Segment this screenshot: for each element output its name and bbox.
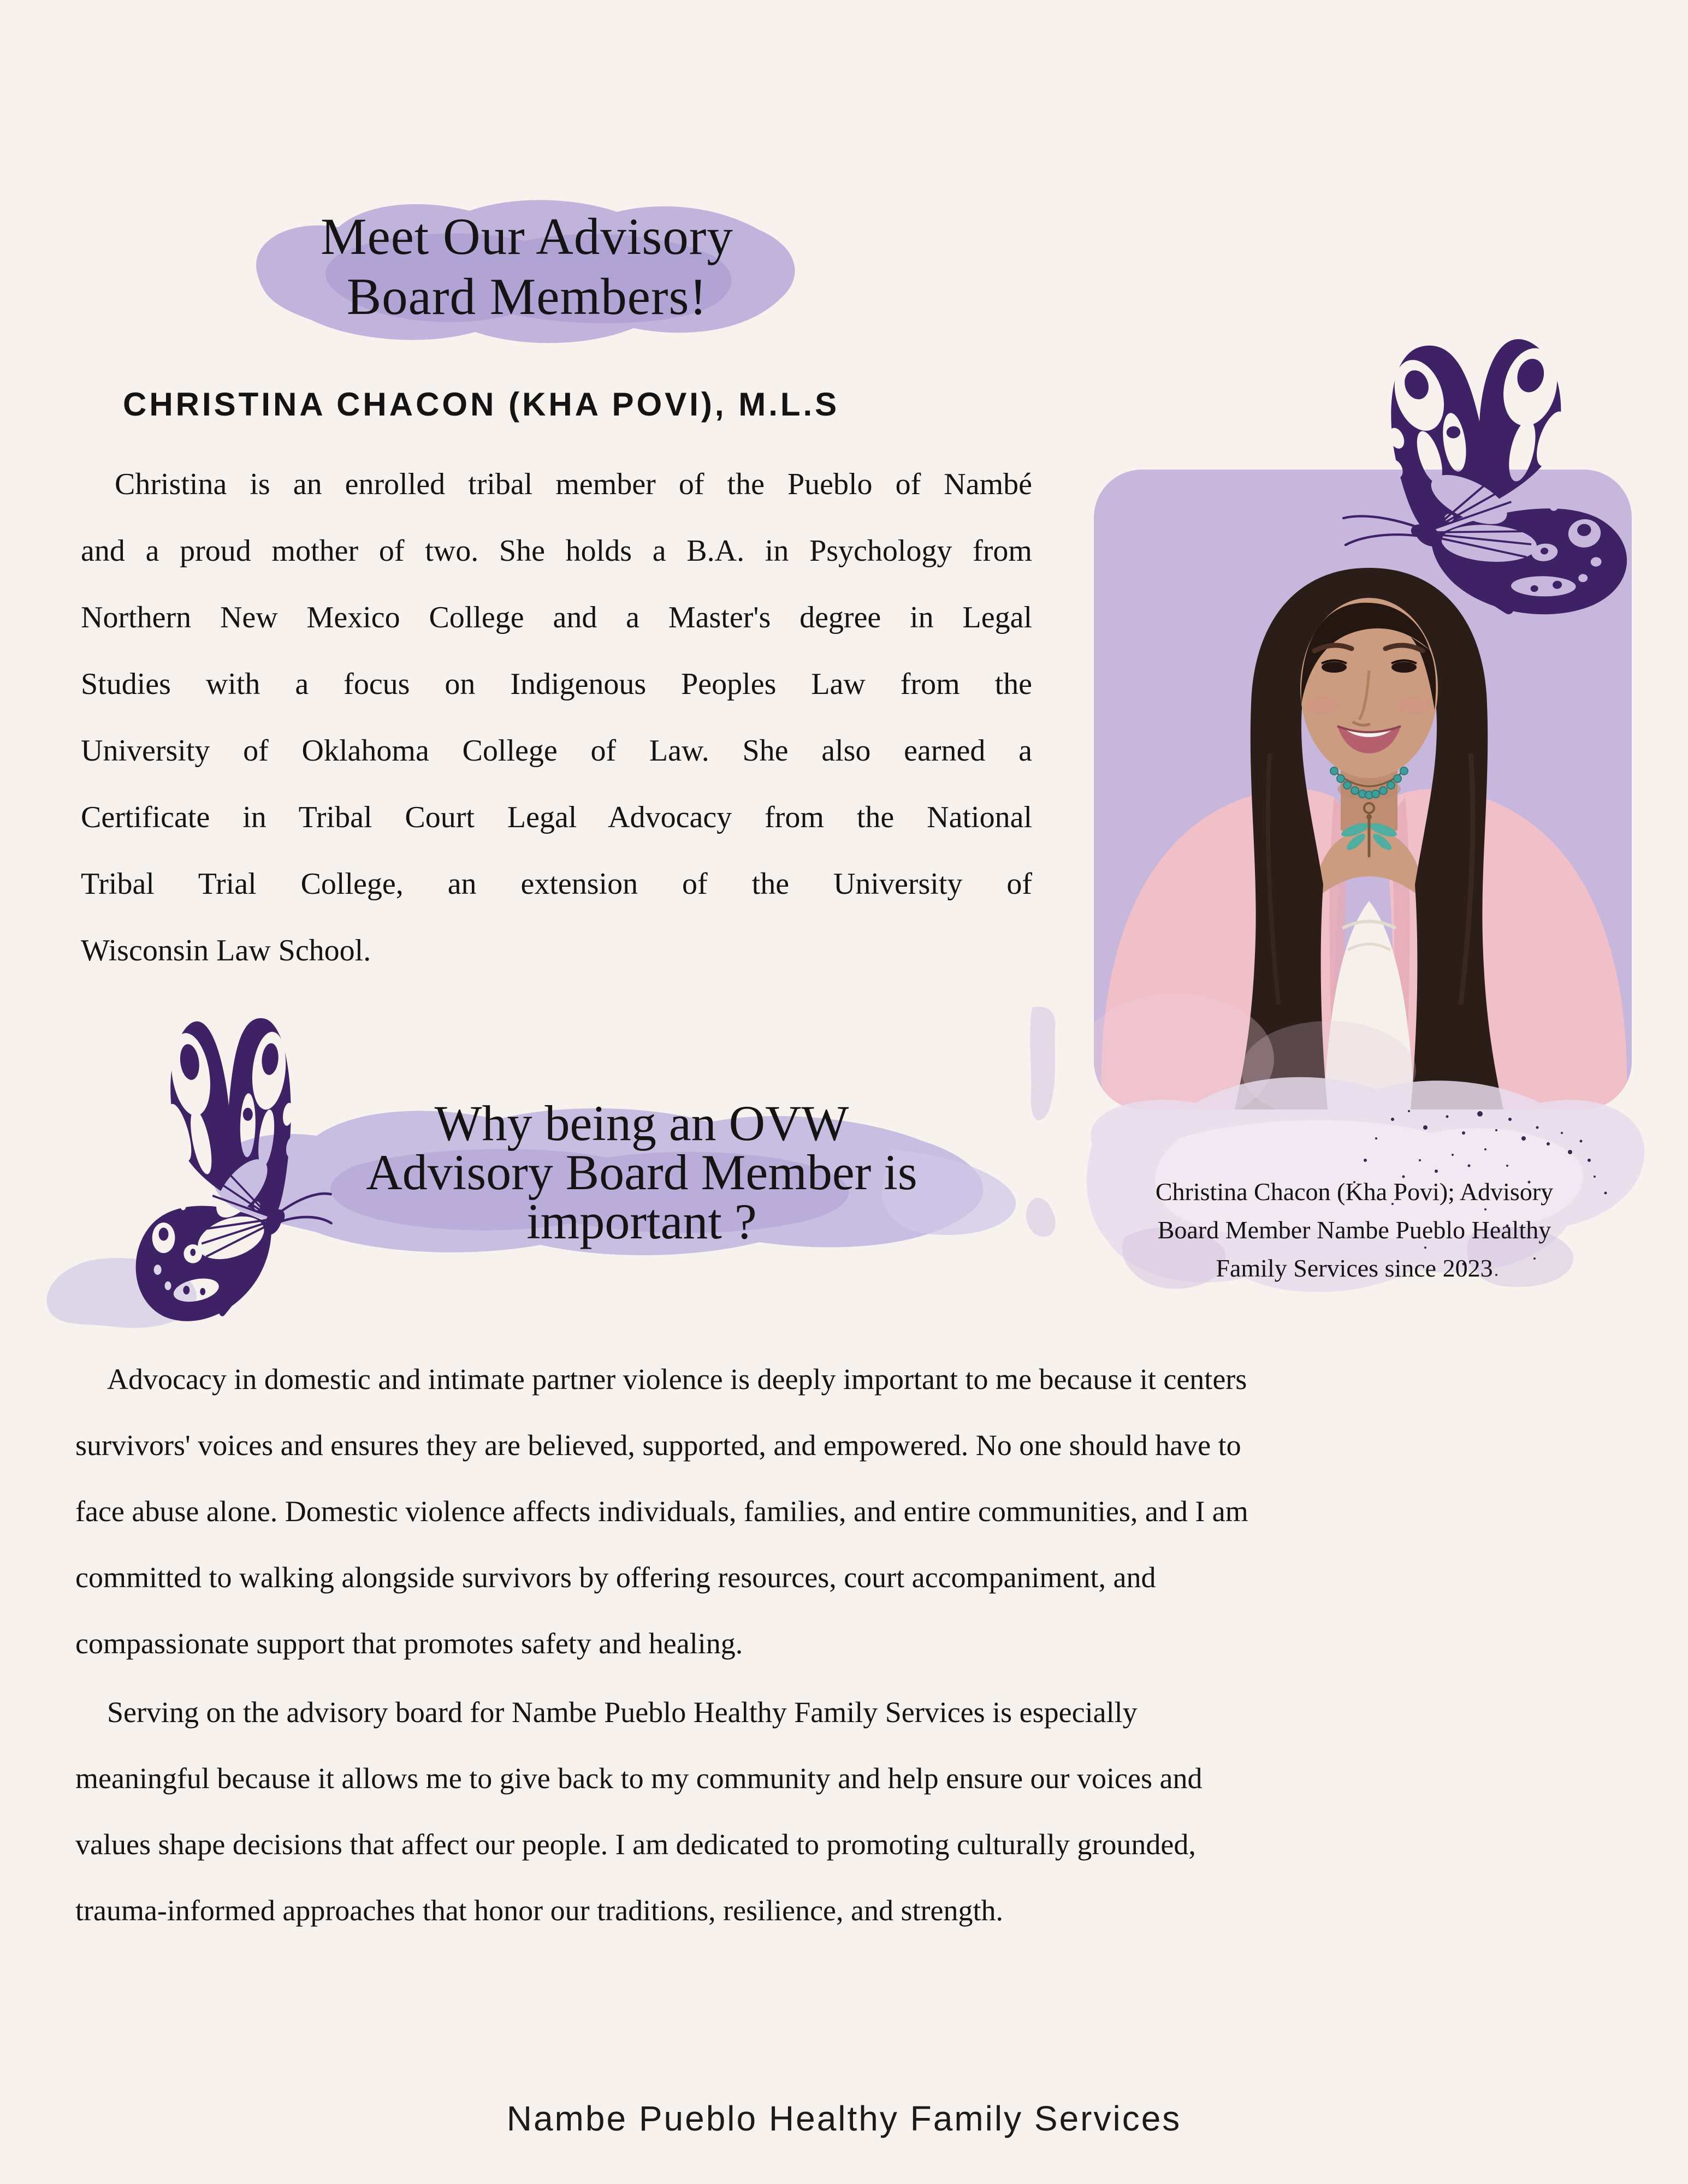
bio-paragraph-line: Christina is an enrolled tribal member of the Pueblo of Nambé — [115, 467, 1032, 501]
quote-paragraph-2 — [75, 1679, 1523, 1944]
butterfly-icon — [1322, 306, 1661, 645]
footer-org-name: Nambe Pueblo Healthy Family Services — [506, 2099, 1182, 2138]
bio-paragraph-line: and a proud mother of two. She holds a B.A. in Psychology from — [81, 534, 1032, 568]
page-title-line: Board Members! — [346, 268, 708, 325]
bio-paragraph-line: University of Oklahoma College of Law. She also earned a — [81, 734, 1032, 768]
section-heading-line: Why being an OVW — [434, 1095, 849, 1151]
photo-caption — [1087, 1173, 1622, 1287]
bio-paragraph-line: Northern New Mexico College and a Master's degree in Legal — [81, 601, 1032, 634]
page-title-line: Meet Our Advisory — [321, 207, 733, 265]
section-heading — [205, 1095, 1079, 1249]
section-heading-line: Advisory Board Member is — [366, 1144, 917, 1200]
photo-caption-line: Board Member Nambe Pueblo Healthy — [1157, 1216, 1551, 1244]
quote-paragraph-2-line: meaningful because it allows me to give back to my community and help ensure our voices and — [75, 1762, 1203, 1795]
quote-paragraph-1-line: survivors' voices and ensures they are believed, supported, and empowered. No one should have to — [75, 1429, 1241, 1462]
quote-paragraph-1-line: committed to walking alongside survivors by offering resources, court accompaniment, and — [75, 1561, 1156, 1594]
section-heading-line: important ? — [526, 1194, 757, 1249]
bio-paragraph-line: Certificate in Tribal Court Legal Advocacy from the National — [81, 800, 1032, 834]
bio-paragraph-line: Studies with a focus on Indigenous Peoples Law from the — [81, 667, 1032, 701]
quote-paragraph-1-line: Advocacy in domestic and intimate partner violence is deeply important to me because it centers — [107, 1363, 1247, 1396]
bio-paragraph — [81, 451, 1032, 984]
photo-caption-line: Christina Chacon (Kha Povi); Advisory — [1155, 1178, 1554, 1206]
quote-paragraph-2-line: Serving on the advisory board for Nambe Pueblo Healthy Family Services is especially — [107, 1696, 1138, 1729]
quote-paragraph-2-line: trauma-informed approaches that honor our traditions, resilience, and strength. — [75, 1894, 1003, 1927]
quote-paragraph-1-line: compassionate support that promotes safety and healing. — [75, 1627, 743, 1660]
member-name-heading: CHRISTINA CHACON (KHA POVI), M.L.S — [123, 386, 840, 423]
bio-paragraph-line: Tribal Trial College, an extension of the University of — [81, 867, 1032, 901]
quote-paragraph-1 — [75, 1346, 1523, 1677]
page-title — [229, 206, 825, 327]
photo-caption-line: Family Services since 2023 — [1216, 1254, 1493, 1282]
quote-paragraph-1-line: face abuse alone. Domestic violence affects individuals, families, and entire communities, and I am — [75, 1495, 1248, 1528]
bio-paragraph-line: Wisconsin Law School. — [81, 934, 371, 968]
quote-paragraph-2-line: values shape decisions that affect our people. I am dedicated to promoting culturally grounded, — [75, 1828, 1196, 1861]
